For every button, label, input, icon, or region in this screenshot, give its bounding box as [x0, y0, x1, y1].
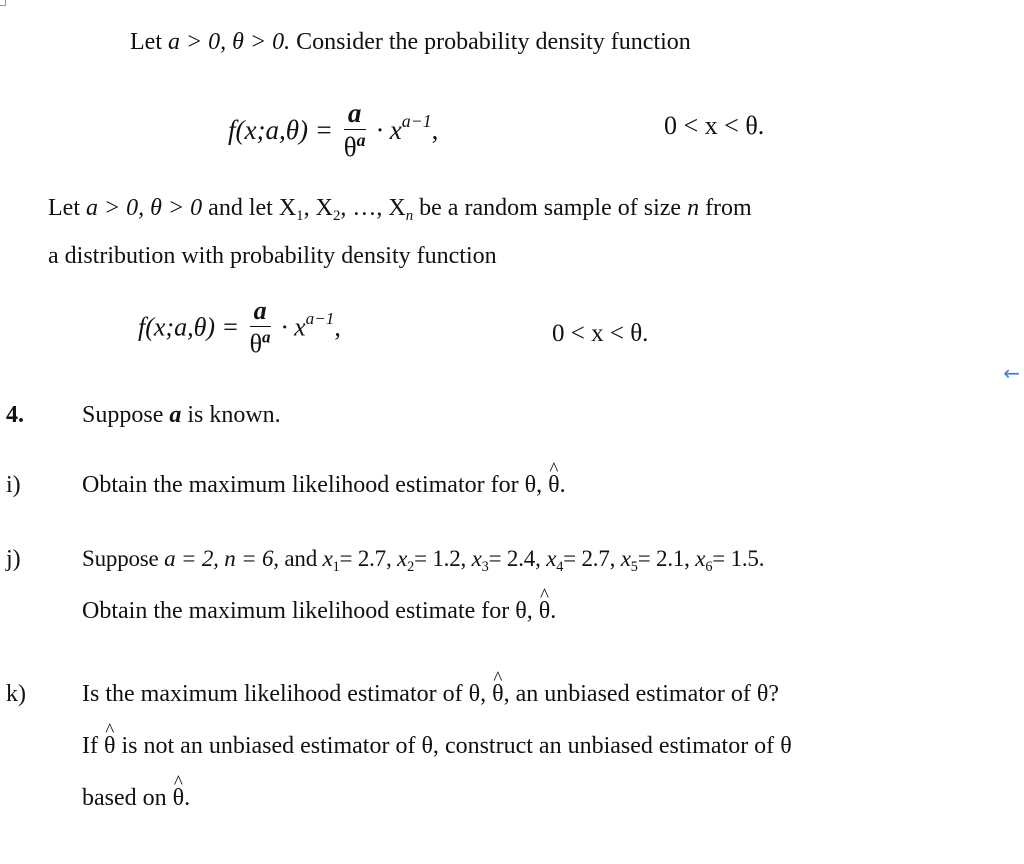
qk-construct: construct an unbiased estimator of	[444, 733, 775, 759]
sample-val: = 2.7,	[563, 546, 616, 571]
sample-x: x	[620, 546, 631, 571]
sample-index: 2	[407, 558, 415, 575]
sample-val: = 2.4,	[488, 546, 541, 571]
qk-theta-hat-2: ^ θ	[104, 734, 116, 758]
para2-conditions: a > 0, θ > 0	[85, 195, 203, 221]
sample-index: 1	[332, 558, 340, 575]
qj-line2	[82, 599, 556, 623]
pdf2-exponent: a−1	[305, 309, 335, 329]
qk-label	[6, 682, 26, 706]
qj-and: and	[284, 546, 317, 571]
qj-sample-values	[322, 546, 765, 575]
sample-list: $X_1$, $X_2$, …, $X_n$	[278, 195, 414, 225]
qk-theta-3: θ	[780, 733, 792, 759]
pdf2-comma: ,	[334, 312, 341, 342]
q4-a: a	[169, 402, 182, 428]
sample-val: = 2.1,	[637, 546, 690, 571]
sample-val: = 2.7,	[339, 546, 392, 571]
sample-index: 5	[630, 558, 638, 575]
qk-line2	[82, 734, 792, 758]
qj-label-text: j)	[6, 546, 21, 572]
para2-line2	[48, 244, 497, 268]
qi-theta: θ,	[524, 472, 543, 498]
qk-based-on: based on	[82, 785, 167, 811]
pdf-x-term: · x	[376, 115, 402, 145]
qj-suppose: Suppose	[82, 546, 159, 571]
qi-obtain: Obtain the maximum likelihood estimator for	[82, 472, 519, 498]
qj-theta: θ,	[515, 598, 533, 624]
sample-x: x	[695, 546, 706, 571]
x-2: X	[315, 195, 333, 221]
qk-line1	[82, 682, 779, 706]
return-arrow-icon: ←	[1003, 361, 1020, 385]
qk-line3	[82, 786, 190, 810]
sample-x: x	[471, 546, 482, 571]
qi-period: .	[559, 472, 566, 498]
qk-theta: θ,	[468, 681, 487, 707]
pdf-support-1	[664, 113, 764, 139]
support2-text: 0 < x < θ.	[552, 320, 649, 347]
qj-label	[6, 547, 21, 571]
qk-theta-hat-3: ^ θ	[173, 786, 185, 810]
para2-from: from	[705, 195, 752, 221]
x-1: X	[278, 195, 297, 221]
intro-line	[130, 30, 691, 54]
para2-let: Let	[48, 195, 80, 221]
fraction-denominator	[344, 130, 366, 161]
den2-theta: θ	[249, 329, 263, 358]
support-text: 0 < x < θ.	[664, 111, 765, 140]
fraction2-denominator	[250, 327, 271, 357]
sample-x: x	[546, 546, 557, 571]
qk-label-text: k)	[6, 681, 26, 707]
pdf-formula-1	[228, 100, 438, 170]
sample-value-5	[620, 546, 690, 575]
pdf2-lhs: f(x;a,θ) =	[138, 312, 240, 342]
qk-theta-2: θ,	[421, 733, 439, 759]
pdf-lhs: f(x;a,θ) =	[228, 115, 333, 145]
qi-text	[82, 473, 566, 497]
sample-index: 6	[705, 558, 713, 575]
qk-is-mle: Is the maximum likelihood estimator of	[82, 681, 463, 707]
sample-value-1	[322, 546, 392, 575]
qj-period: .	[550, 598, 557, 624]
sub-2: 2	[332, 208, 341, 225]
sample-value-6	[695, 546, 765, 575]
intro-let: Let	[130, 29, 162, 55]
sample-val: = 1.2,	[414, 546, 467, 571]
sample-x: x	[322, 546, 333, 571]
intro-conditions: a > 0, θ > 0.	[167, 29, 291, 55]
qj-line1	[82, 546, 765, 575]
pdf-support-2	[552, 321, 648, 346]
sample-value-3	[471, 546, 541, 575]
sample-val: = 1.5.	[712, 546, 765, 571]
para2-be-random: be a random sample of size	[419, 195, 682, 221]
qj-theta-hat: ^ θ	[539, 599, 551, 623]
pdf-comma: ,	[431, 115, 439, 145]
pdf-fraction	[344, 100, 366, 161]
pdf2-fraction	[250, 298, 271, 357]
x-n: X	[388, 195, 406, 221]
sub-n: n	[405, 208, 414, 225]
sample-x: x	[397, 546, 408, 571]
qj-given: a = 2, n = 6,	[164, 546, 279, 571]
window-corner-mark	[0, 0, 6, 6]
fraction-numerator: a	[344, 100, 366, 130]
qj-obtain: Obtain the maximum likelihood estimate for	[82, 598, 510, 624]
den2-exponent: a	[262, 327, 271, 347]
den-exponent: a	[356, 130, 366, 151]
qk-theta-q: θ?	[756, 681, 780, 707]
qk-unbiased: , an unbiased estimator of	[503, 681, 751, 707]
intro-consider: Consider the probability density function	[296, 29, 691, 55]
qi-label-text: i)	[6, 472, 21, 498]
qk-unbiased-of: an unbiased estimator of	[180, 733, 416, 759]
fraction2-numerator: a	[250, 298, 271, 327]
qi-label	[6, 473, 21, 497]
qk-period: .	[184, 785, 191, 811]
den-theta: θ	[343, 132, 357, 162]
qk-is: is	[121, 733, 138, 759]
q4-is-known: is known.	[187, 402, 281, 428]
para2-n: n	[687, 195, 700, 221]
sub-1: 1	[296, 208, 304, 225]
sample-value-4	[546, 546, 616, 575]
qk-not: not	[143, 733, 175, 759]
q4-suppose: Suppose	[82, 402, 164, 428]
para2-line2-text: a distribution with probability density function	[48, 243, 497, 269]
para2-line1	[48, 195, 752, 225]
sample-index: 3	[481, 558, 489, 575]
sample-index: 4	[556, 558, 564, 575]
q4-number	[6, 403, 24, 427]
qi-theta-hat: ^ θ	[548, 473, 560, 497]
qk-if: If	[82, 733, 98, 759]
q4-number-text: 4.	[6, 402, 24, 428]
sample-value-2	[397, 546, 467, 575]
qk-theta-hat: ^ θ	[492, 682, 504, 706]
para2-and-let: and let	[208, 195, 273, 221]
pdf2-x-term: · x	[281, 312, 306, 342]
q4-text	[82, 403, 281, 427]
pdf-exponent: a−1	[401, 110, 432, 131]
pdf-formula-2	[138, 298, 341, 368]
